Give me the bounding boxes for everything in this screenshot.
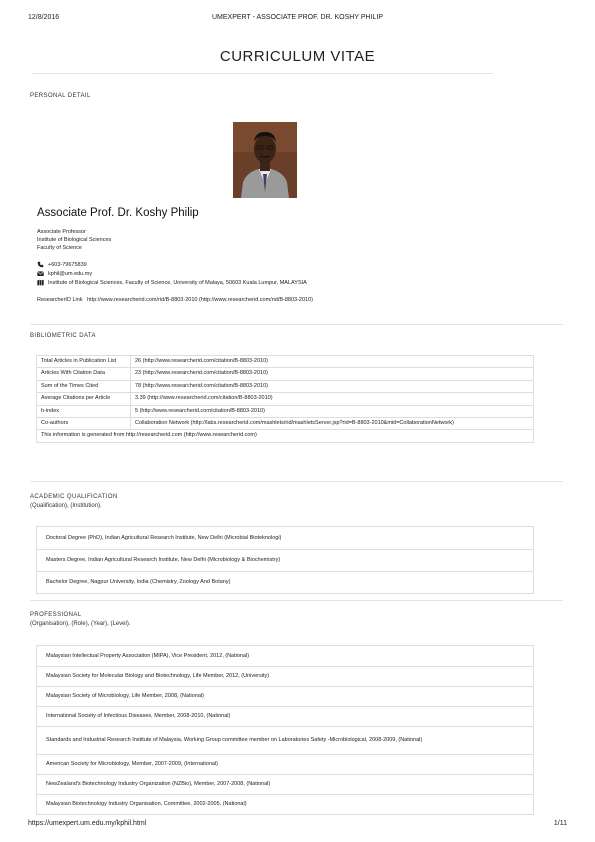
address-text: Institute of Biological Sciences, Faculty of Science, University of Malaya, 50603 Kuala Lumpur, MALAYSIA [48, 279, 307, 286]
phone-icon [37, 261, 44, 268]
institute-text: Institute of Biological Sciences [37, 237, 112, 243]
list-item: Malaysian Society for Molecular Biology and Biotechnology, Life Member, 2012, (University) [37, 666, 533, 686]
table-cell-label: h-index [37, 405, 131, 417]
page-url[interactable]: https://umexpert.um.edu.my/kphil.html [28, 820, 147, 827]
section-divider [30, 481, 563, 482]
table-footer-note[interactable]: This information is generated from http://researcherid.com (http://www.researcherid.com) [37, 430, 534, 442]
table-cell-value[interactable]: 5 (http://www.researcherid.com/citation/B-8803-2010) [131, 405, 534, 417]
professional-list [36, 645, 534, 815]
table-cell-label: Average Citations per Article [37, 393, 131, 405]
bibliometric-section-label: BIBLIOMETRIC DATA [30, 333, 96, 339]
table-row [37, 393, 534, 405]
academic-list [36, 526, 534, 594]
table-cell-value[interactable]: 3.39 (http://www.researcherid.com/citation/B-8803-2010) [131, 393, 534, 405]
table-cell-value[interactable]: 23 (http://www.researcherid.com/citation/B-8803-2010) [131, 368, 534, 380]
print-date: 12/8/2016 [28, 14, 60, 21]
professional-section-label: PROFESSIONAL [30, 612, 82, 618]
email-text[interactable]: kphil@um.edu.my [48, 270, 93, 277]
table-footer-row [37, 430, 534, 442]
list-item: Masters Degree, Indian Agricultural Research Institute, New Delhi (Microbiology & Biochemistry) [37, 549, 533, 571]
profile-photo [233, 122, 297, 198]
list-item: International Society of Infectious Diseases, Member, 2008-2010, (National) [37, 706, 533, 726]
list-item: Malaysian Society of Microbiology, Life Member, 2008, (National) [37, 686, 533, 706]
academic-section-label: ACADEMIC QUALIFICATION [30, 494, 118, 500]
list-item: Standards and Industrial Research Institute of Malaysia, Working Group committee member on Laboratories Safety -Microbiological, 2008-2009, (National) [37, 726, 533, 754]
faculty-text: Faculty of Science [37, 245, 82, 251]
profile-photo-image [233, 122, 297, 198]
researcherid-label: ResearcherID Link [37, 297, 83, 303]
researcherid-link[interactable]: http://www.researcherid.com/rid/B-8803-2010 (http://www.researcherid.com/rid/B-8803-2010) [87, 297, 313, 303]
page-number: 1/11 [553, 820, 567, 827]
title-divider [32, 73, 493, 74]
contact-email[interactable] [37, 270, 92, 277]
envelope-icon [37, 270, 44, 277]
phone-text: +603-79675839 [48, 261, 87, 268]
list-item: Malaysian Biotechnology Industry Organisation, Committee, 2002-2005, (National) [37, 794, 533, 814]
list-item: Malaysian Intellectual Property Association (MIPA), Vice President, 2012, (National) [46, 652, 250, 659]
academic-subtitle: (Qualification), (Institution). [30, 503, 102, 509]
page-title: CURRICULUM VITAE [219, 48, 376, 65]
table-cell-label: Co-authors [37, 418, 131, 430]
map-icon [37, 279, 44, 286]
bibliometric-table [36, 355, 534, 443]
professional-subtitle: (Organisation), (Role), (Year), (Level). [30, 621, 131, 627]
table-row [37, 405, 534, 417]
table-cell-value[interactable]: Collaboration Network (http://labs.researcherid.com/mashlets/rid/mashletsServer.jsp?rid=B-8803-2010&mid=CollaborationNetwork) [131, 418, 534, 430]
section-divider [30, 600, 563, 601]
personal-section-label: PERSONAL DETAIL [30, 93, 91, 99]
table-row [37, 380, 534, 392]
table-cell-value[interactable]: 26 (http://www.researcherid.com/citation/B-8803-2010) [131, 356, 534, 368]
table-cell-label: Total Articles in Publication List [37, 356, 131, 368]
print-title: UMEXPERT - ASSOCIATE PROF. DR. KOSHY PHILIP [211, 14, 384, 21]
role-block [37, 228, 111, 252]
table-row [37, 418, 534, 430]
researcherid-row [37, 297, 313, 303]
table-row [37, 368, 534, 380]
list-item: NewZealand's Biotechnology Industry Organization (NZBio), Member, 2007-2008, (National) [37, 774, 533, 794]
list-item: Doctoral Degree (PhD), Indian Agricultural Research Institute, New Delhi (Microbial Bioteknologi) [46, 534, 282, 541]
contact-address [37, 279, 307, 286]
person-name: Associate Prof. Dr. Koshy Philip [37, 207, 199, 219]
table-row [37, 356, 534, 368]
list-item: Bachelor Degree, Nagpur University, India (Chemistry, Zoology And Botany) [37, 571, 533, 593]
list-item: American Society for Microbiology, Member, 2007-2009, (International) [37, 754, 533, 774]
position-text: Associate Professor [37, 229, 86, 235]
table-cell-value[interactable]: 78 (http://www.researcherid.com/citation/B-8803-2010) [131, 380, 534, 392]
table-cell-label: Sum of the Times Cited [37, 380, 131, 392]
section-divider [30, 324, 563, 325]
table-cell-label: Articles With Citation Data [37, 368, 131, 380]
contact-phone [37, 261, 87, 268]
